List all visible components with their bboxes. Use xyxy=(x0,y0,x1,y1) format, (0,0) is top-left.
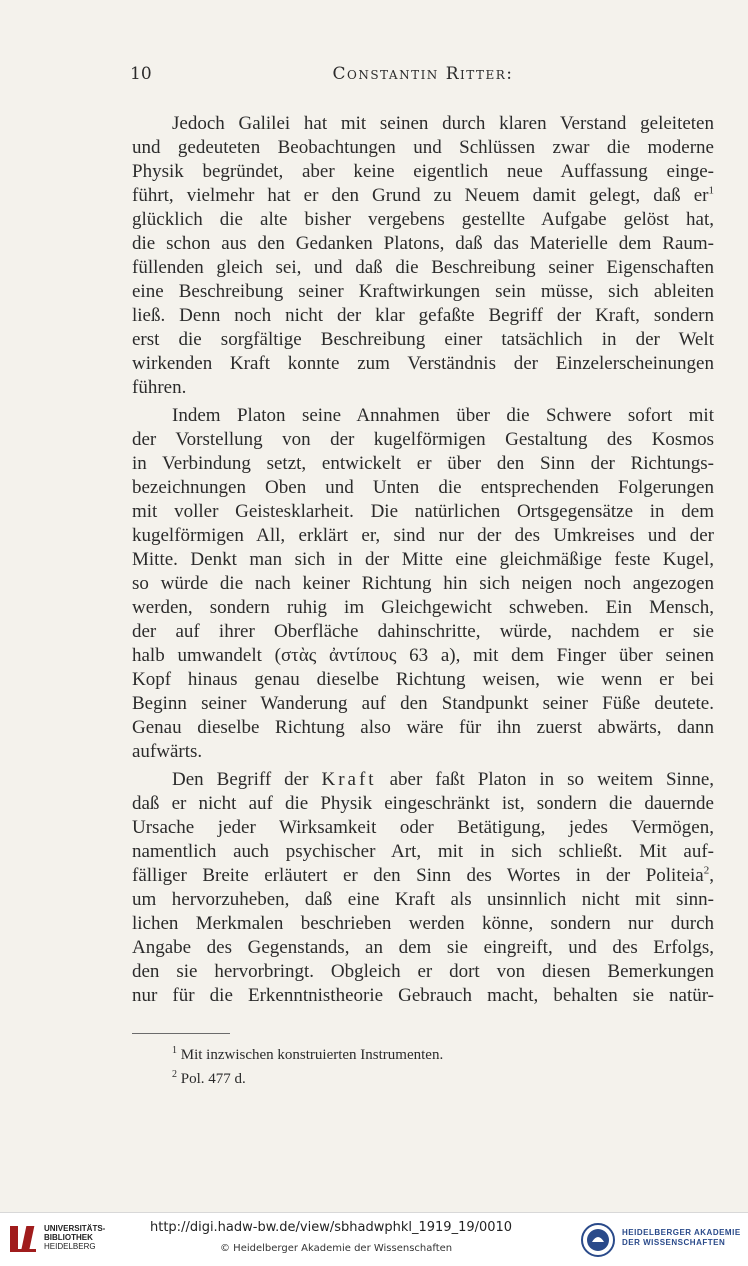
body-line: werden, sondern ruhig im Gleichgewicht schweben. Ein Mensch, xyxy=(132,597,714,618)
body-line: nur für die Erkenntnistheorie Gebrauch macht, behalten sie natür- xyxy=(132,985,714,1006)
body-line: eine Beschreibung seiner Kraftwirkungen sein müsse, sich ableiten xyxy=(132,281,714,302)
academy-name: HEIDELBERGER AKADEMIE DER WISSENSCHAFTEN xyxy=(622,1228,741,1247)
page-number: 10 xyxy=(130,64,152,84)
body-line: in Verbindung setzt, entwickelt er über den Sinn der Richtungs- xyxy=(132,453,714,474)
body-line: bezeichnungen Oben und Unten die entsprechenden Folgerungen xyxy=(132,477,714,498)
running-title: Constantin Ritter: xyxy=(332,64,514,84)
footnote-2: $^2$ Pol. 477 d. xyxy=(172,1069,246,1087)
body-line: Physik begründet, aber keine eigentlich neue Auffassung einge- xyxy=(132,161,714,182)
body-line: ließ. Denn noch nicht der klar gefaßte Begriff der Kraft, sondern xyxy=(132,305,714,326)
body-line: und gedeuteten Beobachtungen und Schlüssen zwar die moderne xyxy=(132,137,714,158)
body-line: daß er nicht auf die Physik eingeschränkt ist, sondern die dauernde xyxy=(132,793,714,814)
academy-seal-icon xyxy=(580,1222,616,1258)
university-library-logo-icon xyxy=(8,1223,40,1255)
running-header xyxy=(130,64,716,90)
body-line: Den Begriff der Kraft aber faßt Platon in so weitem Sinne, xyxy=(172,769,714,790)
body-line: der auf ihrer Oberfläche dahinschritte, würde, nachdem er sie xyxy=(132,621,714,642)
footnote-ref-1[interactable]: 1 xyxy=(708,184,714,197)
footnote-ref-2[interactable]: 2 xyxy=(703,864,710,877)
copyright-notice: © Heidelberger Akademie der Wissenschaften xyxy=(220,1243,453,1254)
body-line: um hervorzuheben, daß eine Kraft als unsinnlich nicht mit sinn- xyxy=(132,889,714,910)
body-line: führen. xyxy=(132,377,187,398)
body-line: aufwärts. xyxy=(132,741,203,762)
body-line: Beginn seiner Wanderung auf den Standpunkt seiner Füße deutete. xyxy=(132,693,714,714)
emphasized-word: Kraft xyxy=(321,769,377,790)
body-line: halb umwandelt (στὰς ἀντίπους 63 a), mit dem Finger über seinen xyxy=(132,645,714,666)
body-line: namentlich auch psychischer Art, mit in sich schließt. Mit auf- xyxy=(132,841,714,862)
body-line: fälliger Breite erläutert er den Sinn des Wortes in der Politeia$^2$, xyxy=(132,864,714,886)
body-line: der Vorstellung von der kugelförmigen Gestaltung des Kosmos xyxy=(132,429,714,450)
body-line: Angabe des Gegenstands, an dem sie eingreift, und des Erfolgs, xyxy=(132,937,714,958)
body-line: Indem Platon seine Annahmen über die Schwere sofort mit xyxy=(172,405,714,426)
body-line: Kopf hinaus genau dieselbe Richtung weisen, wie wenn er bei xyxy=(132,669,714,690)
viewer-footer xyxy=(0,1212,748,1266)
body-line: lichen Merkmalen beschrieben werden könne, sondern nur durch xyxy=(132,913,714,934)
body-line: Ursache jeder Wirksamkeit oder Betätigung, jedes Vermögen, xyxy=(132,817,714,838)
body-line: den sie hervorbringt. Obgleich er dort von diesen Bemerkungen xyxy=(132,961,714,982)
body-line: führt, vielmehr hat er den Grund zu Neuem damit gelegt, daß $er^1$ xyxy=(132,184,714,206)
body-line: die schon aus den Gedanken Platons, daß das Materielle dem Raum- xyxy=(132,233,714,254)
permalink-url[interactable]: http://digi.hadw-bw.de/view/sbhadwphkl_1919_19/0010 xyxy=(150,1220,513,1235)
body-line: Mitte. Denkt man sich in der Mitte eine gleichmäßige feste Kugel, xyxy=(132,549,714,570)
footnote-rule xyxy=(132,1033,230,1034)
body-line: Jedoch Galilei hat mit seinen durch klaren Verstand geleiteten xyxy=(172,113,714,134)
body-line: Genau dieselbe Richtung also wäre für ihn zuerst abwärts, dann xyxy=(132,717,714,738)
body-line: füllenden gleich sei, und daß die Beschreibung seiner Eigenschaften xyxy=(132,257,714,278)
body-line: so würde die nach keiner Richtung hin sich neigen noch angezogen xyxy=(132,573,714,594)
footnote-1: $^1$ Mit inzwischen konstruierten Instrumenten. xyxy=(172,1045,444,1063)
body-line: mit voller Geistesklarheit. Die natürlichen Ortsgegensätze in dem xyxy=(132,501,714,522)
body-line: kugelförmigen All, erklärt er, sind nur der des Umkreises und der xyxy=(132,525,714,546)
body-line: wirkenden Kraft konnte zum Verständnis der Einzelerscheinungen xyxy=(132,353,714,374)
university-library-name: UNIVERSITÄTS- BIBLIOTHEK HEIDELBERG xyxy=(44,1224,106,1251)
body-line: glücklich die alte bisher vergebens gestellte Aufgabe gelöst hat, xyxy=(132,209,714,230)
body-line: erst die sorgfältige Beschreibung einer tatsächlich in der Welt xyxy=(132,329,714,350)
